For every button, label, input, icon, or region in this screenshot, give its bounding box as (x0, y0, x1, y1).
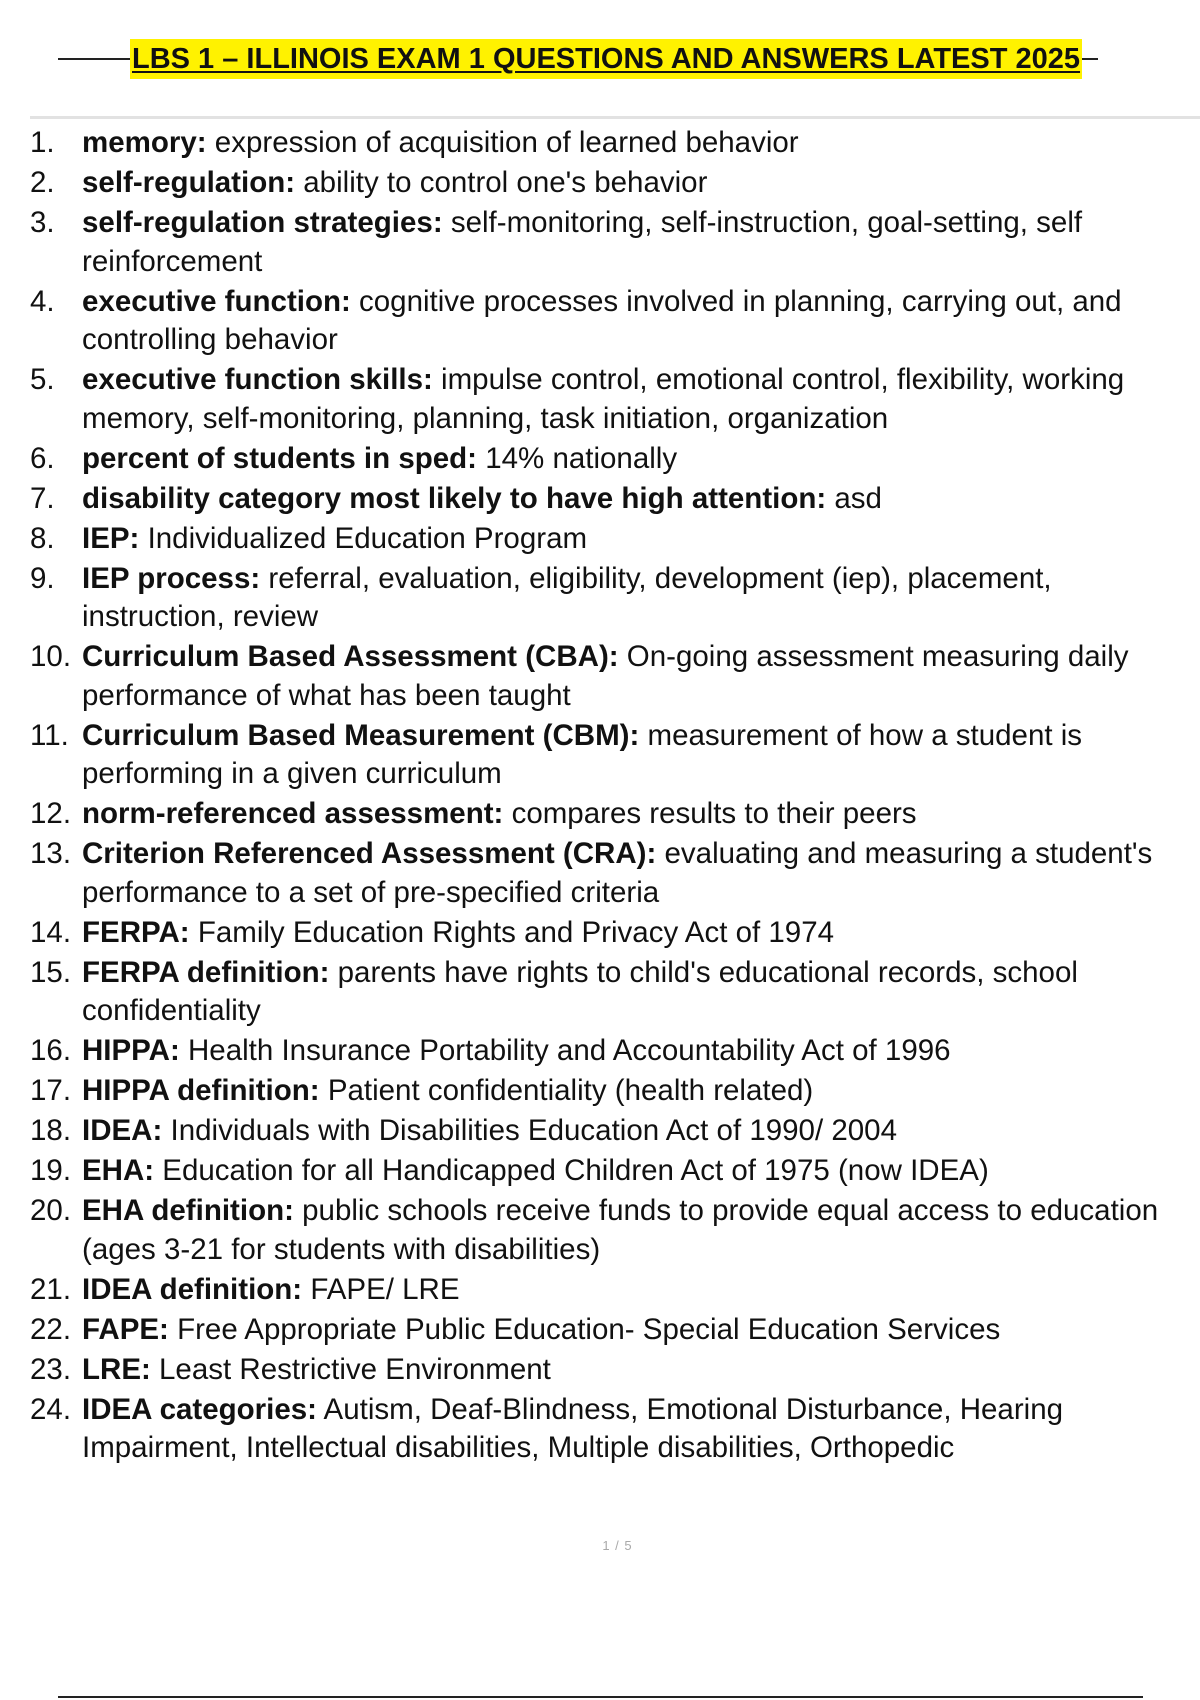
item-definition: On-going assessment measuring daily performance of what has been taught (82, 640, 1129, 712)
header-divider (30, 116, 1200, 119)
item-text (82, 361, 1185, 438)
list-item (30, 717, 1185, 794)
item-number: 16. (30, 1034, 72, 1067)
item-term: IDEA categories: (82, 1392, 317, 1426)
item-number: 17. (30, 1074, 72, 1107)
item-text (82, 638, 1185, 715)
item-term: executive function skills: (82, 363, 433, 396)
item-term: Curriculum Based Measurement (CBM): (82, 718, 640, 752)
list-item (30, 954, 1185, 1031)
list-item (30, 283, 1185, 360)
item-number: 19. (30, 1154, 72, 1187)
item-term: disability category most likely to have high attention: (82, 481, 827, 515)
item-text (82, 1391, 1185, 1468)
item-term: memory: (82, 126, 207, 159)
item-definition: ability to control one's behavior (295, 166, 708, 199)
item-definition: Family Education Rights and Privacy Act of 1974 (189, 915, 835, 949)
item-text (82, 914, 1185, 953)
item-text (82, 204, 1185, 281)
qa-list (30, 124, 1185, 1469)
item-text (82, 560, 1185, 637)
item-definition: evaluating and measuring a student's performance to a set of pre-specified criteria (82, 837, 1153, 909)
item-text (82, 440, 1185, 479)
list-item (30, 1351, 1185, 1390)
item-term: Criterion Referenced Assessment (CRA): (82, 837, 657, 870)
item-number: 6. (30, 441, 55, 475)
item-definition: referral, evaluation, eligibility, development (iep), placement, instruction, review (82, 561, 1052, 633)
item-term: IDEA: (82, 1114, 163, 1147)
item-term: HIPPA definition: (82, 1074, 320, 1107)
item-text (82, 520, 1185, 559)
title-row (58, 36, 1140, 82)
item-definition: Individuals with Disabilities Education Act of 1990/ 2004 (162, 1114, 897, 1147)
item-term: EHA: (82, 1154, 155, 1187)
item-definition: compares results to their peers (503, 797, 917, 830)
item-text (82, 1032, 1185, 1071)
item-text (82, 954, 1185, 1031)
list-item (30, 1152, 1185, 1191)
list-item (30, 204, 1185, 281)
item-number: 5. (30, 363, 55, 396)
footer-divider (58, 1696, 1143, 1698)
item-definition: Education for all Handicapped Children Act of 1975 (now IDEA) (154, 1154, 989, 1187)
document-title: LBS 1 – ILLINOIS EXAM 1 QUESTIONS AND ANSWERS LATEST 2025 (130, 39, 1082, 79)
list-item (30, 164, 1185, 203)
item-number: 10. (30, 640, 72, 673)
title-rule-left (58, 58, 130, 60)
item-text (82, 835, 1185, 912)
item-text (82, 1192, 1185, 1269)
item-term: self-regulation: (82, 166, 296, 199)
item-number: 15. (30, 955, 72, 989)
list-item (30, 1032, 1185, 1071)
item-number: 8. (30, 521, 55, 555)
item-term: LRE: (82, 1352, 151, 1386)
item-term: HIPPA: (82, 1034, 180, 1067)
item-definition: Health Insurance Portability and Accountability Act of 1996 (179, 1034, 951, 1067)
item-text (82, 1152, 1185, 1191)
item-definition: impulse control, emotional control, flexibility, working memory, self-monitoring, planning, task initiation, organization (82, 363, 1125, 435)
item-term: IEP process: (82, 561, 261, 595)
item-number: 12. (30, 797, 72, 830)
list-item (30, 1391, 1185, 1468)
item-term: FERPA: (82, 915, 190, 949)
title-rule-right (1082, 58, 1098, 60)
item-term: executive function: (82, 284, 351, 318)
list-item (30, 440, 1185, 479)
item-term: norm-referenced assessment: (82, 797, 504, 830)
item-number: 3. (30, 206, 55, 239)
list-item (30, 1192, 1185, 1269)
item-number: 13. (30, 837, 72, 870)
list-item (30, 795, 1185, 834)
item-number: 24. (30, 1392, 72, 1426)
item-definition: public schools receive funds to provide equal access to education (ages 3-21 for students with disabilities) (82, 1194, 1159, 1266)
item-text (82, 1271, 1185, 1310)
item-definition: asd (826, 481, 882, 515)
item-number: 7. (30, 481, 55, 515)
item-definition: 14% nationally (477, 441, 678, 475)
item-term: IDEA definition: (82, 1272, 303, 1306)
item-term: EHA definition: (82, 1194, 294, 1227)
item-definition: FAPE/ LRE (302, 1272, 460, 1306)
item-term: IEP: (82, 521, 140, 555)
item-number: 1. (30, 126, 55, 159)
item-term: Curriculum Based Assessment (CBA): (82, 640, 619, 673)
item-definition: Patient confidentiality (health related) (319, 1074, 814, 1107)
item-term: percent of students in sped: (82, 441, 478, 475)
item-definition: cognitive processes involved in planning, carrying out, and controlling behavior (82, 284, 1122, 356)
item-number: 21. (30, 1272, 72, 1306)
item-definition: self-monitoring, self-instruction, goal-setting, self reinforcement (82, 206, 1083, 278)
item-definition: expression of acquisition of learned behavior (206, 126, 799, 159)
item-term: FAPE: (82, 1312, 169, 1346)
list-item (30, 560, 1185, 637)
item-number: 11. (30, 718, 69, 752)
item-number: 4. (30, 284, 55, 318)
list-item (30, 1311, 1185, 1350)
page-indicator: 1 / 5 (602, 1538, 633, 1553)
item-definition: Autism, Deaf-Blindness, Emotional Disturbance, Hearing Impairment, Intellectual disabilities, Multiple disabilities, Orthopedic (82, 1392, 1064, 1464)
item-number: 14. (30, 915, 72, 949)
item-definition: Individualized Education Program (139, 521, 588, 555)
item-number: 2. (30, 166, 55, 199)
item-number: 9. (30, 561, 55, 595)
item-term: self-regulation strategies: (82, 206, 443, 239)
item-definition: parents have rights to child's educational records, school confidentiality (82, 955, 1078, 1027)
item-definition: measurement of how a student is performing in a given curriculum (82, 718, 1083, 790)
item-number: 23. (30, 1352, 72, 1386)
item-definition: Free Appropriate Public Education- Special Education Services (168, 1312, 1001, 1346)
item-number: 20. (30, 1194, 72, 1227)
item-number: 18. (30, 1114, 72, 1147)
list-item (30, 1112, 1185, 1151)
list-item (30, 124, 1185, 163)
item-text (82, 164, 1185, 203)
list-item (30, 520, 1185, 559)
item-text (82, 1112, 1185, 1151)
item-text (82, 480, 1185, 519)
item-text (82, 1351, 1185, 1390)
list-item (30, 1271, 1185, 1310)
item-text (82, 124, 1185, 163)
item-number: 22. (30, 1312, 72, 1346)
list-item (30, 1072, 1185, 1111)
list-item (30, 638, 1185, 715)
item-term: FERPA definition: (82, 955, 330, 989)
list-item (30, 480, 1185, 519)
item-definition: Least Restrictive Environment (150, 1352, 551, 1386)
item-text (82, 1311, 1185, 1350)
list-item (30, 835, 1185, 912)
item-text (82, 717, 1185, 794)
list-item (30, 914, 1185, 953)
item-text (82, 1072, 1185, 1111)
item-text (82, 283, 1185, 360)
item-text (82, 795, 1185, 834)
list-item (30, 361, 1185, 438)
